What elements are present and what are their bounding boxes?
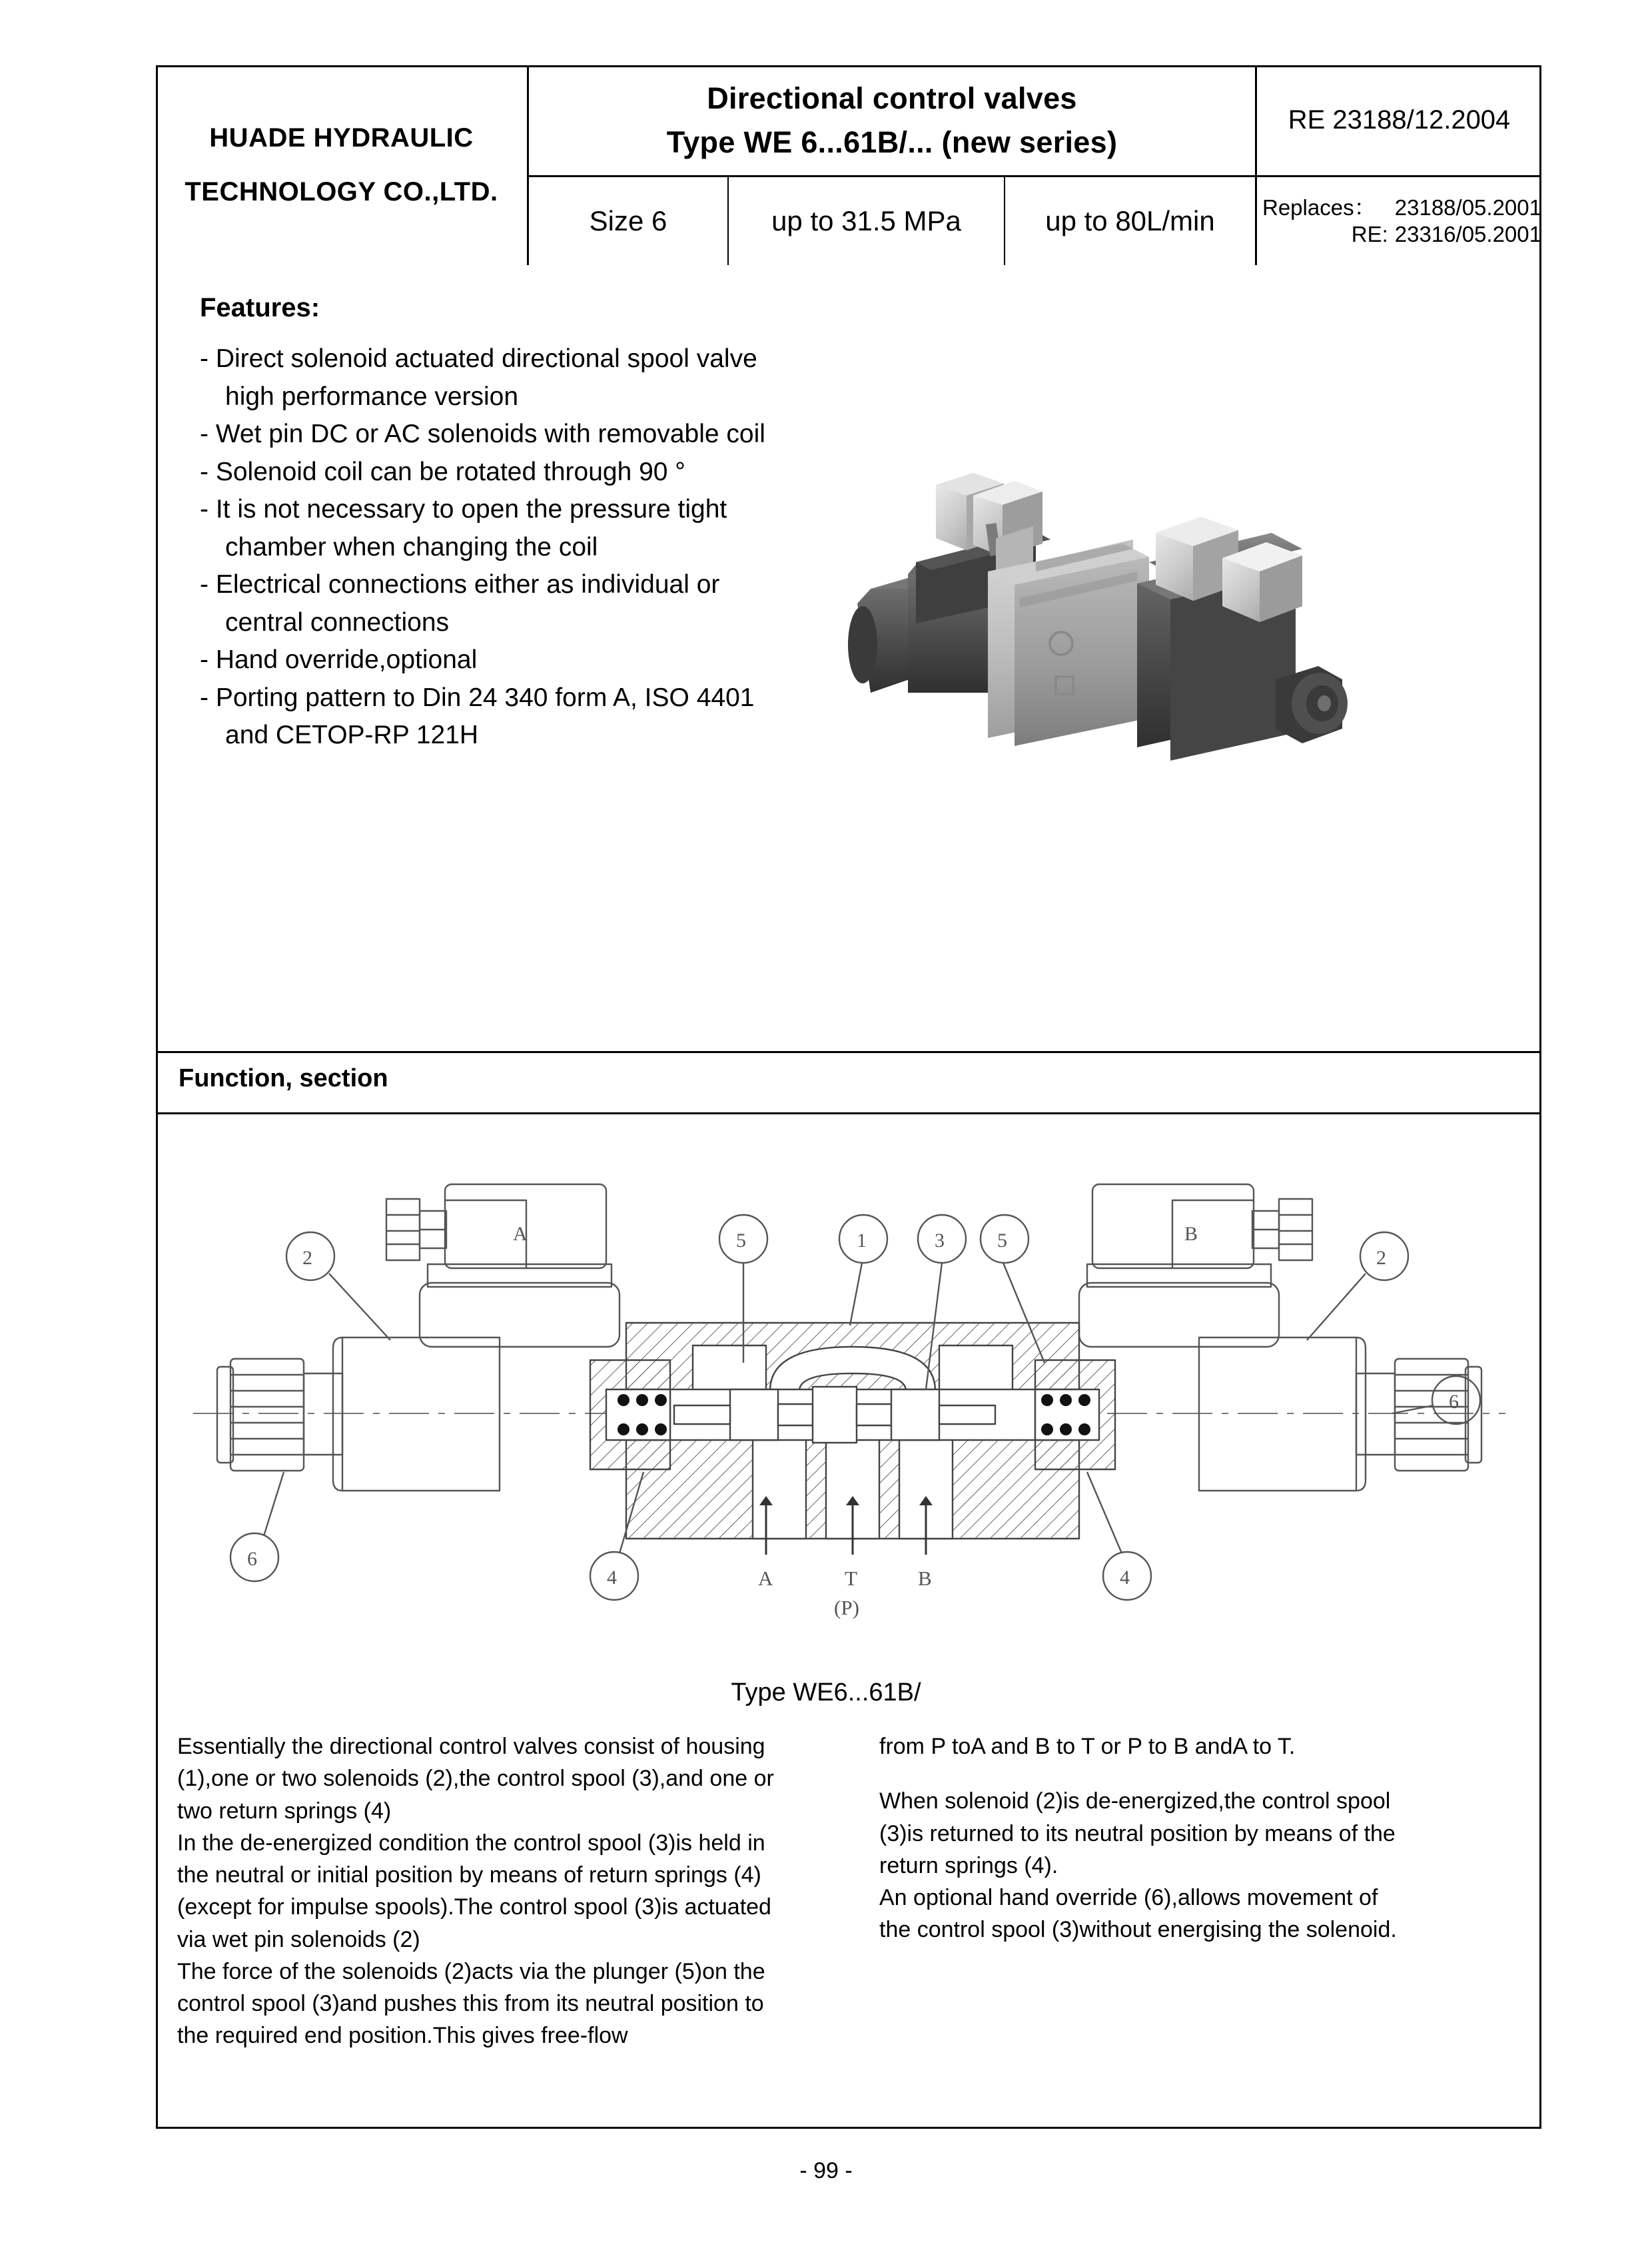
feature-line: - Electrical connections either as individual or — [200, 570, 720, 599]
features-block — [200, 293, 866, 755]
header-table — [156, 65, 1541, 265]
company-name-line2: TECHNOLOGY CO.,LTD. — [185, 177, 498, 206]
company-block — [156, 65, 529, 265]
flow-cell: up to 80L/min — [1045, 205, 1215, 236]
replaces-value: 23188/05.2001 — [1394, 194, 1541, 220]
body-line: Essentially the directional control valves consist of housing — [177, 1734, 765, 1759]
size-cell: Size 6 — [529, 177, 729, 265]
document-title: Directional control valves — [707, 81, 1077, 115]
diagram-port-a: A — [758, 1567, 773, 1590]
svg-text:6: 6 — [1449, 1391, 1459, 1413]
body-line: from P toA and B to T or P to B andA to T. — [879, 1734, 1296, 1759]
re-value: 23316/05.2001 — [1394, 222, 1541, 246]
svg-text:3: 3 — [935, 1230, 945, 1252]
product-photo — [836, 432, 1382, 791]
valve-cross-section-diagram — [167, 1126, 1532, 1685]
replaces-label: Replaces： — [1262, 194, 1376, 220]
body-line: the neutral or initial position by means of return springs (4) — [177, 1862, 761, 1888]
diagram-port-b: B — [918, 1567, 932, 1590]
feature-line: and CETOP-RP 121H — [225, 721, 479, 750]
body-line: In the de-energized condition the control spool (3)is held in — [177, 1830, 765, 1856]
diagram-label-b: B — [1184, 1223, 1198, 1245]
body-line: the control spool (3)without energising the solenoid. — [879, 1917, 1397, 1943]
svg-text:1: 1 — [857, 1230, 867, 1252]
feature-line: - Direct solenoid actuated directional spool valve — [200, 344, 757, 373]
feature-line: central connections — [225, 607, 450, 637]
ref-number-cell — [1255, 65, 1541, 177]
pressure-cell: up to 31.5 MPa — [729, 177, 1005, 265]
replaces-cell — [1255, 177, 1541, 265]
feature-line: - Hand override,optional — [200, 645, 478, 675]
body-line: An optional hand override (6),allows movement of — [879, 1885, 1378, 1911]
body-line: return springs (4). — [879, 1852, 1058, 1878]
document-subtitle: Type WE 6...61B/... (new series) — [666, 125, 1118, 159]
svg-text:5: 5 — [997, 1230, 1007, 1252]
svg-text:5: 5 — [736, 1230, 746, 1252]
body-text-right-column — [879, 1730, 1559, 1946]
body-line: control spool (3)and pushes this from its neutral position to — [177, 1991, 764, 2017]
company-name-line1: HUADE HYDRAULIC — [209, 123, 474, 153]
body-line: two return springs (4) — [177, 1798, 392, 1824]
body-line: (1),one or two solenoids (2),the control spool (3),and one or — [177, 1766, 774, 1792]
body-line: When solenoid (2)is de-energized,the control spool — [879, 1788, 1391, 1814]
diagram-caption: Type WE6...61B/ — [731, 1679, 921, 1706]
feature-line: chamber when changing the coil — [225, 532, 598, 561]
body-line: The force of the solenoids (2)acts via the plunger (5)on the — [177, 1958, 765, 1984]
svg-text:4: 4 — [607, 1567, 617, 1589]
svg-text:2: 2 — [1376, 1247, 1386, 1269]
feature-line: - Wet pin DC or AC solenoids with removable coil — [200, 420, 765, 449]
body-line: (except for impulse spools).The control spool (3)is actuated — [177, 1894, 771, 1920]
feature-line: high performance version — [225, 382, 519, 411]
svg-text:2: 2 — [302, 1247, 312, 1269]
body-line: via wet pin solenoids (2) — [177, 1926, 420, 1952]
document-title-block — [529, 65, 1255, 177]
function-section-title: Function, section — [179, 1064, 388, 1092]
function-section-rule-bottom — [156, 1112, 1541, 1114]
re-label: RE: — [1351, 222, 1388, 246]
body-line: (3)is returned to its neutral position by means of the — [879, 1820, 1396, 1846]
body-line: the required end position.This gives free-flow — [177, 2023, 628, 2049]
feature-line: - It is not necessary to open the pressure tight — [200, 495, 727, 524]
feature-line: - Porting pattern to Din 24 340 form A, ISO 4401 — [200, 683, 755, 712]
body-text-left-column — [177, 1730, 857, 2052]
svg-text:4: 4 — [1120, 1567, 1130, 1589]
svg-text:6: 6 — [247, 1548, 257, 1570]
feature-line: - Solenoid coil can be rotated through 90 ° — [200, 457, 685, 486]
diagram-label-a: A — [513, 1223, 528, 1245]
page-number: - 99 - — [799, 2158, 853, 2183]
function-section-rule-top — [156, 1051, 1541, 1053]
diagram-port-t: T — [845, 1567, 857, 1590]
features-heading: Features: — [200, 293, 320, 322]
ref-number: RE 23188/12.2004 — [1288, 105, 1511, 135]
diagram-port-p: (P) — [834, 1596, 859, 1619]
